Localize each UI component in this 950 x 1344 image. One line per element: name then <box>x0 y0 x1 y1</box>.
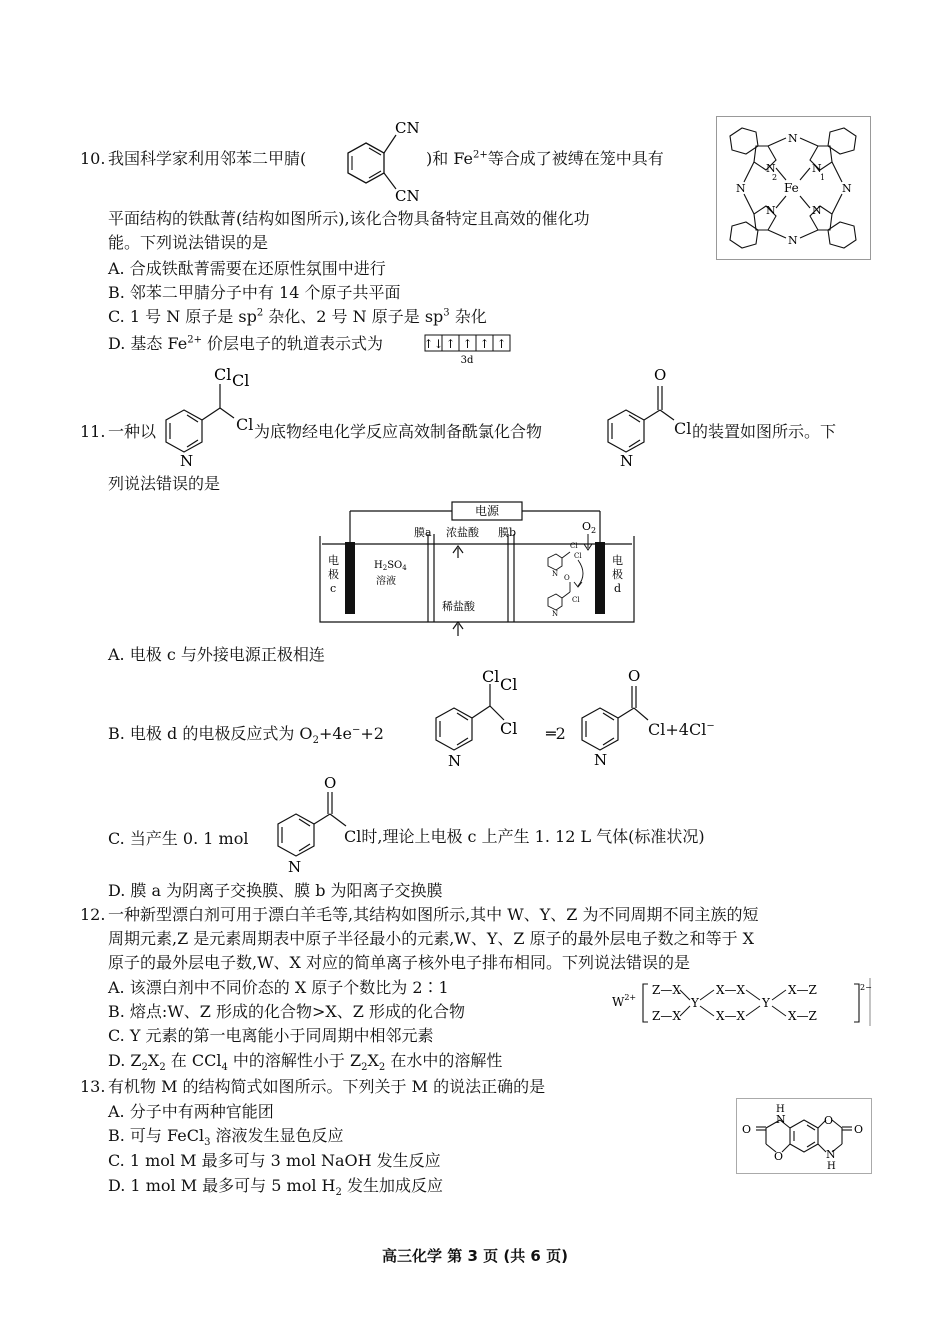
q10-stem-b: )和 $Fe^{2+}$等合成了被缚在笼中具有 <box>426 149 664 168</box>
q10-option-b: B. 邻苯二甲腈分子中有 14 个原子共平面 <box>108 283 401 302</box>
optb-reactant-structure <box>424 668 544 772</box>
meso-n-left: N <box>736 182 746 195</box>
q11-number: 11. <box>80 422 106 441</box>
device-n-1: N <box>552 570 559 578</box>
cl-label-2: Cl <box>232 371 250 390</box>
q12-line3: 原子的最外层电子数,W、X 对应的简单离子核外电子排布相同。下列说法错误的是 <box>108 953 691 972</box>
cl-label-1: Cl <box>214 365 232 384</box>
cl-label-3: Cl <box>236 415 254 434</box>
q11-option-b-part1: B. 电极 d 的电极反应式为 $O_2+4e^-+2$ <box>108 724 384 747</box>
pyrrole-n-1: N <box>812 162 822 175</box>
q12-number: 12. <box>80 905 106 924</box>
q12-option-d: D. $Z_2X_2$ 在 CCl$_4$ 中的溶解性小于 $Z_2X_2$ 在水中的溶解性 <box>108 1051 503 1074</box>
dilute-hcl-label: 稀盐酸 <box>442 600 475 613</box>
q13-number: 13. <box>80 1077 106 1096</box>
m-ring-o-left: O <box>774 1150 784 1163</box>
q10-option-d: D. 基态 $Fe^{2+}$ 价层电子的轨道表示式为 <box>108 334 384 353</box>
device-cl-3: Cl <box>572 596 580 604</box>
electrode-c-char-2: 极 <box>328 568 339 581</box>
electrode-c-char-3: c <box>330 582 337 595</box>
orbital-box-2: ↑ <box>445 337 456 351</box>
q10-option-a: A. 合成铁酞菁需要在还原性氛围中进行 <box>108 259 386 278</box>
electrode-c-char-1: 电 <box>328 554 339 567</box>
o2-label: $O_2$ <box>582 520 597 535</box>
orbital-box-3: ↑ <box>462 337 473 351</box>
optb-cl-3: Cl <box>500 719 518 738</box>
q13-option-c: C. 1 mol M 最多可与 3 mol NaOH 发生反应 <box>108 1151 441 1170</box>
pyrrole-n-2-index: 2 <box>772 173 778 182</box>
electrode-d-char-1: 电 <box>612 554 623 567</box>
cn-bottom-label: CN <box>395 187 420 205</box>
q12-option-c: C. Y 元素的第一电离能小于同周期中相邻元素 <box>108 1026 434 1045</box>
bleach-structure-figure <box>608 976 872 1028</box>
fe-center: Fe <box>784 181 799 195</box>
electrode-d-char-2: 极 <box>612 568 623 581</box>
electrolysis-device <box>316 496 636 638</box>
q11-stem-c: 的装置如图所示。下 <box>692 422 837 441</box>
orbital-box-5: ↑ <box>496 337 507 351</box>
pyrrole-n-2: N <box>766 162 776 175</box>
q11-option-d: D. 膜 a 为阴离子交换膜、膜 b 为阳离子交换膜 <box>108 881 443 900</box>
carbonyl-o-label: O <box>654 366 667 384</box>
compound-m-structure <box>736 1098 872 1174</box>
m-n-bottom: N <box>826 1148 836 1161</box>
fig-zx-top: Z—X <box>652 983 681 997</box>
h2so4-solution-label: 溶液 <box>376 576 396 587</box>
q12-line2: 周期元素,Z 是元素周期表中原子半径最小的元素,W、Y、Z 原子的最外层电子数之和等于 X <box>108 929 755 948</box>
pyrrole-n-1-index: 1 <box>820 173 826 182</box>
q13-option-b: B. 可与 FeCl$_3$ 溶液发生显色反应 <box>108 1126 344 1149</box>
nicotinoyl-chloride-structure <box>594 360 684 472</box>
fig-w: $W^{2+}$ <box>612 993 637 1009</box>
device-cl-1: Cl <box>570 542 578 550</box>
device-cl-2: Cl <box>574 552 582 560</box>
q12-option-b: B. 熔点:W、Z 形成的化合物>X、Z 形成的化合物 <box>108 1002 465 1021</box>
optb-o: O <box>628 667 641 685</box>
optb-n-1: N <box>448 752 462 770</box>
meso-n-top: N <box>788 132 798 145</box>
cn-top-label: CN <box>395 119 420 137</box>
q11-option-b-equals: ═2 <box>546 724 566 743</box>
orbital-box-1: ↑↓ <box>423 337 444 351</box>
fig-y-right: Y <box>762 996 770 1010</box>
q10-line2: 平面结构的铁酞菁(结构如图所示),该化合物具备特定且高效的催化功 <box>108 209 590 228</box>
page-footer: 高三化学 第 3 页 (共 6 页) <box>382 1247 568 1265</box>
q10-option-c: C. 1 号 N 原子是 $sp^2$ 杂化、2 号 N 原子是 $sp^3$ 杂化 <box>108 307 487 326</box>
membrane-b-label: 膜b <box>498 526 517 539</box>
q11-option-c-part2: Cl时,理论上电极 c 上产生 1. 12 L 气体(标准状况) <box>344 827 705 846</box>
fig-y-left: Y <box>691 996 699 1010</box>
q12-line1: 一种新型漂白剂可用于漂白羊毛等,其结构如图所示,其中 W、Y、Z 为不同周期不同主族的短 <box>108 905 759 924</box>
optb-product-structure <box>572 666 652 772</box>
pyrrole-n-4: N <box>812 204 822 217</box>
nicotinoyl-n-label: N <box>620 452 634 470</box>
fig-zx-bottom: Z—X <box>652 1009 681 1023</box>
trichloromethylpyridine-structure <box>136 362 250 472</box>
q10-number: 10. <box>80 149 106 168</box>
membrane-a-label: 膜a <box>414 526 432 539</box>
q11-line2: 列说法错误的是 <box>108 474 221 493</box>
q13-stem: 有机物 M 的结构简式如图所示。下列关于 M 的说法正确的是 <box>108 1077 546 1096</box>
m-n-top: N <box>776 1113 786 1126</box>
conc-hcl-label: 浓盐酸 <box>446 526 479 539</box>
cl-label-4: Cl <box>674 419 692 438</box>
h2so4-label: $H_2SO_4$ <box>374 560 407 572</box>
fig-xz-top: X—Z <box>788 983 817 997</box>
orbital-label: 3d <box>460 355 474 366</box>
optb-cl-1: Cl <box>482 667 500 686</box>
orbital-box-4: ↑ <box>479 337 490 351</box>
power-label: 电源 <box>474 504 500 518</box>
optc-n: N <box>288 858 302 876</box>
q11-stem-a: 一种以 <box>108 422 157 441</box>
q11-stem-b: 为底物经电化学反应高效制备酰氯化合物 <box>254 422 543 441</box>
q13-option-d: D. 1 mol M 最多可与 5 mol $H_2$ 发生加成反应 <box>108 1176 443 1199</box>
meso-n-right: N <box>842 182 852 195</box>
q11-option-b-part2: Cl+4Cl− <box>648 720 715 739</box>
device-o: O <box>564 574 570 582</box>
orbital-diagram <box>424 333 514 365</box>
q13-option-a: A. 分子中有两种官能团 <box>108 1102 274 1121</box>
q10-line3: 能。下列说法错误的是 <box>108 233 269 252</box>
fig-xz-bottom: X—Z <box>788 1009 817 1023</box>
device-n-2: N <box>552 610 559 618</box>
electrode-d-char-3: d <box>614 582 622 595</box>
pyrrole-n-3: N <box>766 204 776 217</box>
optb-cl-2: Cl <box>500 675 518 694</box>
fig-xx-top: X—X <box>716 983 746 997</box>
q11-option-a: A. 电极 c 与外接电源正极相连 <box>108 645 325 664</box>
fig-charge: 2− <box>860 983 872 992</box>
electrode-d-bar <box>595 542 605 614</box>
optb-n-2: N <box>594 751 608 769</box>
pyridine-n-label: N <box>180 452 194 470</box>
optc-o: O <box>324 774 337 792</box>
m-h-top: H <box>776 1104 785 1115</box>
m-carbonyl-o-left: O <box>742 1123 752 1136</box>
m-ring-o-right: O <box>824 1114 834 1127</box>
q12-option-a: A. 该漂白剂中不同价态的 X 原子个数比为 2∶1 <box>108 978 449 997</box>
iron-phthalocyanine-figure <box>716 116 871 260</box>
q11-option-c-part1: C. 当产生 0. 1 mol <box>108 829 249 848</box>
q10-stem-a: 我国科学家利用邻苯二甲腈( <box>108 149 307 168</box>
m-h-bottom: H <box>827 1161 836 1172</box>
electrode-c-bar <box>345 542 355 614</box>
optc-structure <box>268 772 350 876</box>
phthalonitrile-structure <box>336 115 431 205</box>
m-carbonyl-o-right: O <box>854 1123 864 1136</box>
meso-n-bottom: N <box>788 234 798 247</box>
fig-xx-bottom: X—X <box>716 1009 746 1023</box>
